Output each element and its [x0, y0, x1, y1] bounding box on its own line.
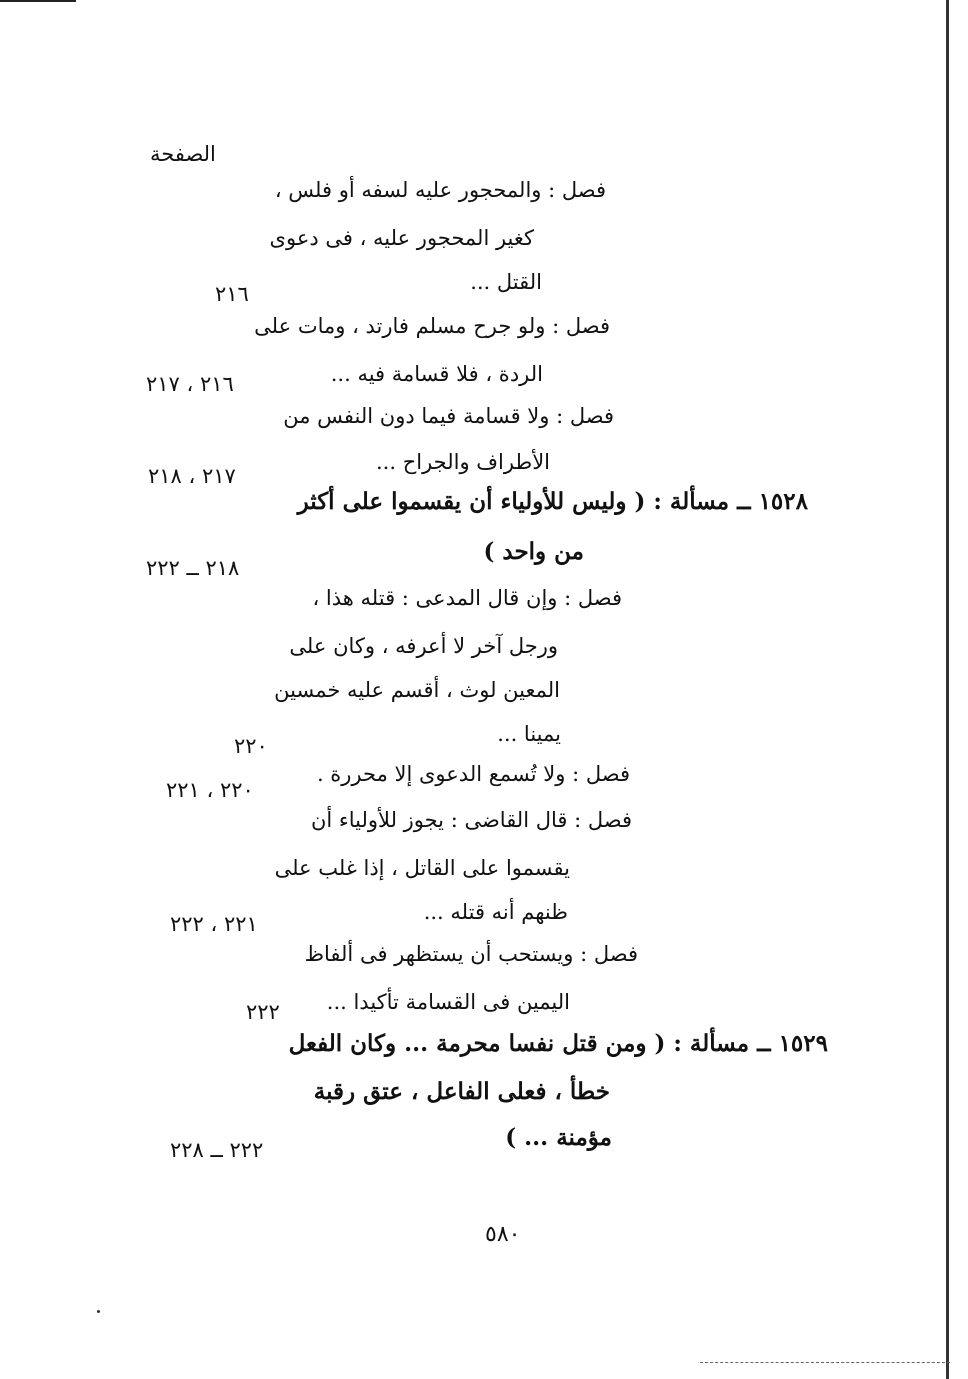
scan-edge-bottom	[700, 1362, 950, 1363]
entry-line: ظنهم أنه قتله ...	[423, 900, 568, 924]
page-column-header: الصفحة	[150, 142, 216, 166]
entry-line: فصل : ولو جرح مسلم فارتد ، ومات على	[254, 314, 610, 338]
entry-line: كغير المحجور عليه ، فى دعوى	[269, 226, 534, 250]
page-ref: ٢٢٢	[246, 1000, 280, 1024]
page-number: ٥٨٠	[485, 1222, 521, 1247]
entry-line: فصل : وإن قال المدعى : قتله هذا ،	[312, 586, 622, 610]
entry-line: الردة ، فلا قسامة فيه ...	[330, 362, 543, 386]
page-ref: ٢٢٠	[234, 734, 268, 758]
scan-speck	[97, 1310, 100, 1313]
entry-line: فصل : ولا تُسمع الدعوى إلا محررة .	[316, 762, 630, 786]
entry-line: المعين لوث ، أقسم عليه خمسين	[274, 678, 560, 702]
entry-line: ورجل آخر لا أعرفه ، وكان على	[289, 634, 558, 658]
question-heading-1528: ١٥٢٨ ــ مسألة : ( وليس للأولياء أن يقسموا على أكثر	[297, 488, 808, 515]
page-ref: ٢١٨ ــ ٢٢٢	[146, 556, 240, 580]
page-ref: ٢١٧ ، ٢١٨	[148, 464, 236, 488]
entry-line: يقسموا على القاتل ، إذا غلب على	[274, 856, 570, 880]
scan-edge-top	[0, 0, 76, 2]
entry-line: فصل : قال القاضى : يجوز للأولياء أن	[310, 808, 632, 832]
question-heading-cont: من واحد )	[483, 538, 584, 565]
question-heading-cont: خطأ ، فعلى الفاعل ، عتق رقبة	[313, 1078, 610, 1105]
entry-line: اليمين فى القسامة تأكيدا ...	[326, 990, 570, 1014]
page-ref: ٢١٦ ، ٢١٧	[146, 372, 234, 396]
question-heading-cont: مؤمنة ... )	[505, 1124, 612, 1151]
entry-line: فصل : ولا قسامة فيما دون النفس من	[283, 404, 614, 428]
entry-line: فصل : ويستحب أن يستظهر فى ألفاظ	[304, 942, 638, 966]
entry-line: يمينا ...	[497, 722, 561, 746]
entry-line: الأطراف والجراح ...	[376, 450, 550, 474]
page-ref: ٢٢٢ ــ ٢٢٨	[170, 1138, 264, 1162]
page-ref: ٢١٦	[215, 282, 249, 306]
page-ref: ٢٢١ ، ٢٢٢	[170, 912, 258, 936]
page-ref: ٢٢٠ ، ٢٢١	[166, 778, 254, 802]
entry-line: القتل ...	[470, 270, 542, 294]
scan-edge-right	[946, 0, 949, 1379]
entry-line: فصل : والمحجور عليه لسفه أو فلس ،	[274, 178, 606, 202]
question-heading-1529: ١٥٢٩ ــ مسألة : ( ومن قتل نفسا محرمة ... وكان الفعل	[288, 1030, 828, 1057]
